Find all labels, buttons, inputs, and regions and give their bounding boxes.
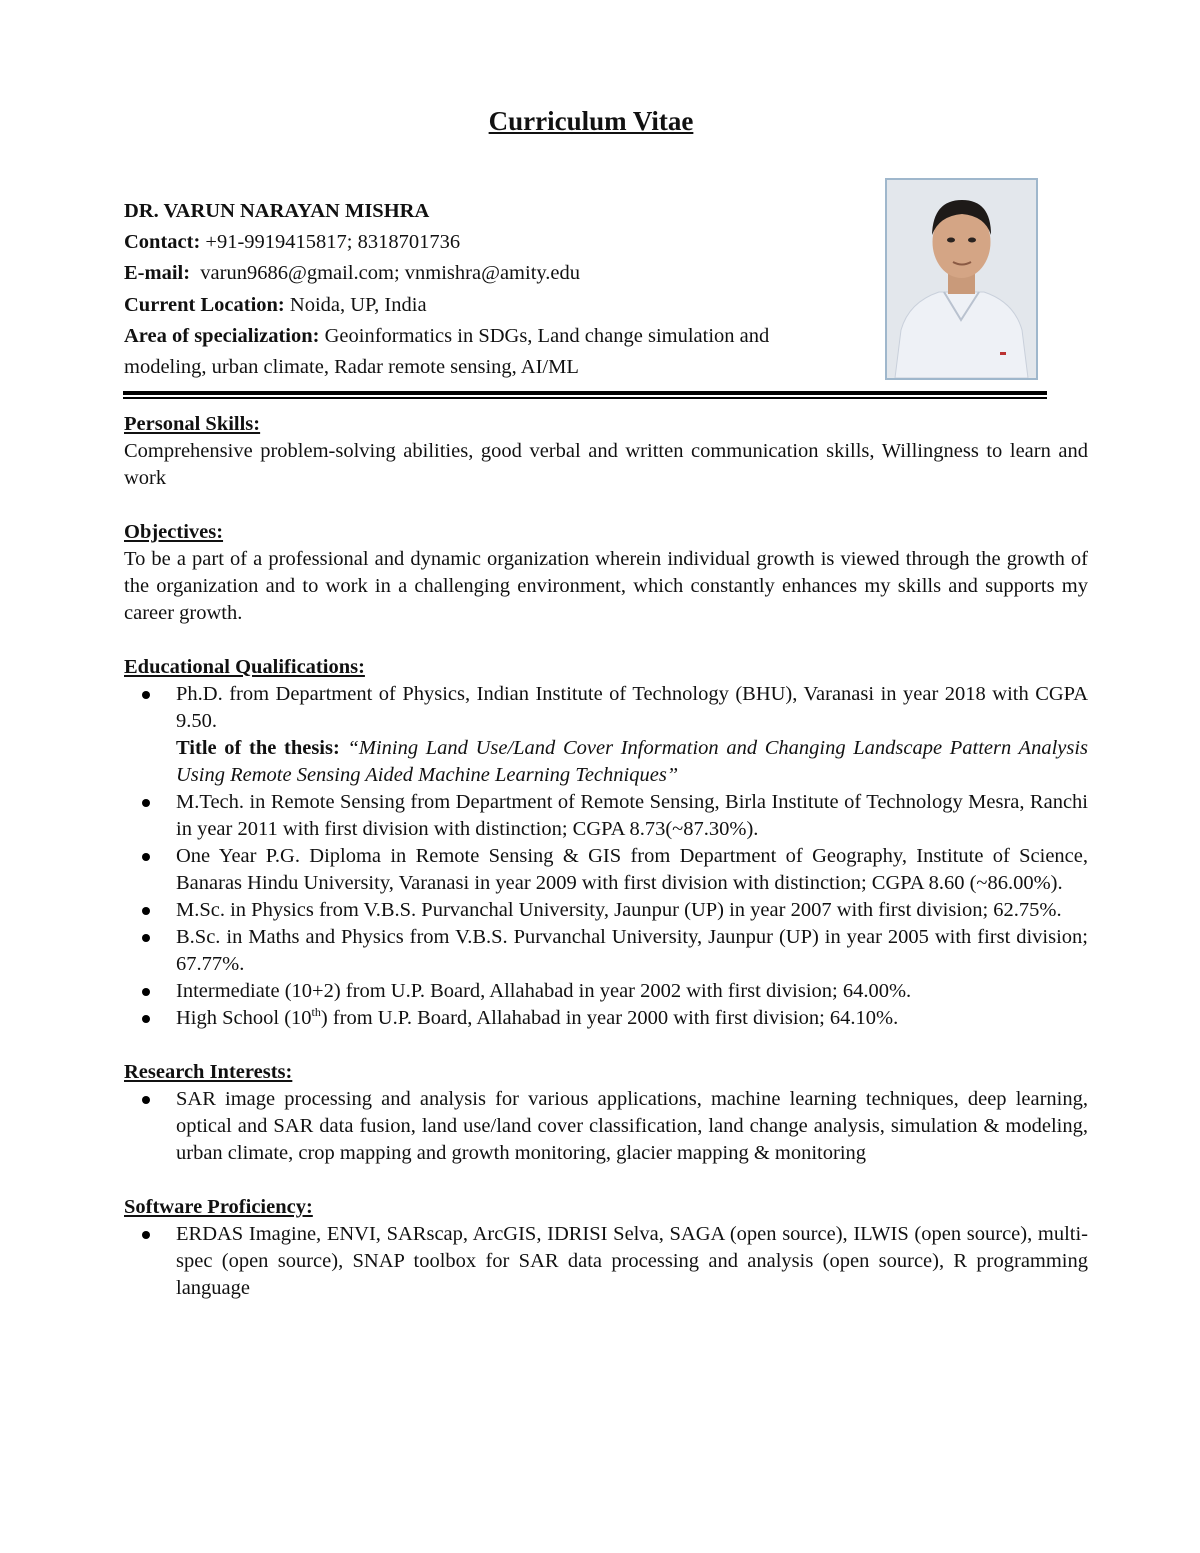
list-item [124,897,1088,924]
bullet-icon [142,988,150,996]
list-item [124,789,1088,843]
list-item [124,1086,1088,1167]
list-item [124,924,1088,978]
portrait-illustration [887,180,1036,378]
software-entry: ERDAS Imagine, ENVI, SARscap, ArcGIS, IDRISI Selva, SAGA (open source), ILWIS (open source), multi-spec (open source), SNAP toolbox for SAR data processing and analysis (open source), R programming language [176,1223,1088,1299]
candidate-name: DR. VARUN NARAYAN MISHRA [124,200,430,222]
bsc-entry: B.Sc. in Maths and Physics from V.B.S. Purvanchal University, Jaunpur (UP) in year 2005 with first division; 67.77%. [176,926,1088,975]
msc-entry: M.Sc. in Physics from V.B.S. Purvanchal University, Jaunpur (UP) in year 2007 with first division; 62.75%. [176,899,1062,921]
list-item [124,843,1088,897]
header-divider-thick [123,391,1047,395]
mtech-entry: M.Tech. in Remote Sensing from Department of Remote Sensing, Birla Institute of Technology Mesra, Ranchi in year 2011 with first division with distinction; CGPA 8.73(~87.30%). [176,791,1088,840]
document-title: Curriculum Vitae [488,106,694,136]
personal-skills-heading: Personal Skills: [124,413,261,435]
software-list [124,1221,1088,1302]
header-divider-thin [123,397,1047,399]
education-list [124,681,1088,1032]
bullet-icon [142,799,150,807]
specialization-line-2 [124,352,884,383]
research-list [124,1086,1088,1167]
bullet-icon [142,1096,150,1104]
high-school-entry: High School (10th) from U.P. Board, Allahabad in year 2000 with first division; 64.10%. [176,1005,899,1029]
pg-diploma-entry: One Year P.G. Diploma in Remote Sensing & GIS from Department of Geography, Institute of Science, Banaras Hindu University, Varanasi in year 2009 with first division with distinction; CGPA 8.60 (~86.00%). [176,845,1088,894]
thesis-title: “Mining Land Use/Land Cover Information and Changing Landscape Pattern Analysis Using Remote Sensing Aided Machine Learning Techniques” [176,737,1089,786]
bullet-icon [142,853,150,861]
email-line: E-mail: varun9686@gmail.com; vnmishra@amity.edu [124,262,581,285]
bullet-icon [142,1015,150,1023]
contact-line: Contact: +91-9919415817; 8318701736 [124,231,461,254]
list-item [124,681,1088,789]
list-item [124,1005,1088,1032]
research-interests-heading: Research Interests: [124,1061,293,1083]
list-item [124,978,1088,1005]
software-heading: Software Proficiency: [124,1196,313,1218]
specialization-value-continued: modeling, urban climate, Radar remote sensing, AI/ML [124,356,579,379]
location-value: Noida, UP, India [289,293,427,316]
research-entry: SAR image processing and analysis for various applications, machine learning techniques, deep learning, optical and SAR data fusion, land use/land cover classification, land change analysis, simulation & modeling, urban climate, crop mapping and growth monitoring, glacier mapping & monitoring [176,1088,1088,1164]
education-heading: Educational Qualifications: [124,656,365,678]
specialization-value: Geoinformatics in SDGs, Land change simulation and [324,324,770,347]
personal-skills-text: Comprehensive problem-solving abilities, good verbal and written communication skills, Willingness to learn and work [124,440,1088,489]
list-item [124,1221,1088,1302]
profile-photo [885,178,1038,380]
location-line: Current Location: Noida, UP, India [124,293,427,316]
bullet-icon [142,907,150,915]
bullet-icon [142,934,150,942]
bullet-icon [142,1231,150,1239]
intermediate-entry: Intermediate (10+2) from U.P. Board, Allahabad in year 2002 with first division; 64.00%. [176,980,912,1002]
contact-value: +91-9919415817; 8318701736 [205,231,461,254]
bullet-icon [142,691,150,699]
contact-header [124,196,884,383]
objectives-text: To be a part of a professional and dynamic organization wherein individual growth is viewed through the growth of the organization and to work in a challenging environment, which constantly enhances my skills and supports my career growth. [124,548,1088,624]
objectives-heading: Objectives: [124,521,224,543]
specialization-line: Area of specialization: Geoinformatics in SDGs, Land change simulation and [124,324,770,347]
thesis-label: Title of the thesis: [176,737,340,759]
cv-body [124,411,1088,1302]
email-value: varun9686@gmail.com; vnmishra@amity.edu [200,262,581,285]
phd-entry: Ph.D. from Department of Physics, Indian Institute of Technology (BHU), Varanasi in year 2018 with CGPA 9.50. [176,683,1088,732]
